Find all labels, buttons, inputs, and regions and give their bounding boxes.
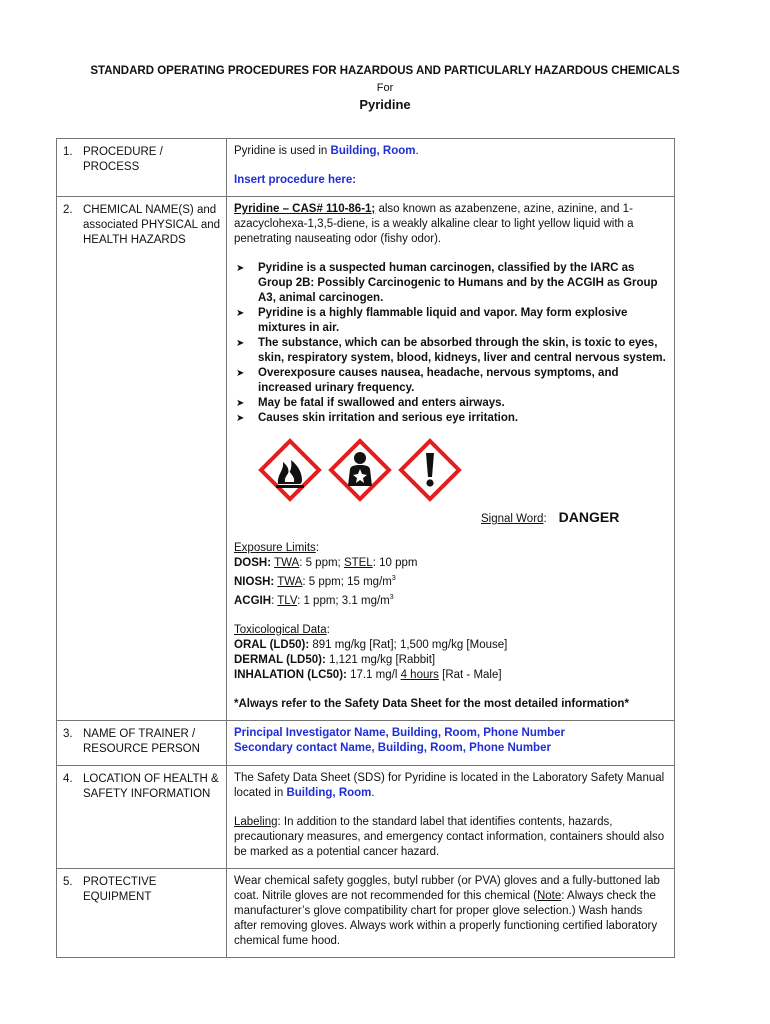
list-item: ➤ Pyridine is a highly flammable liquid and vapor. May form explosive mixtures in air. — [236, 307, 628, 334]
inhalation-lc50: INHALATION (LC50): 17.1 mg/l 4 hours [Rat - Male] — [234, 668, 502, 681]
document-title: STANDARD OPERATING PROCEDURES FOR HAZARDOUS AND PARTICULARLY HAZARDOUS CHEMICALS — [90, 65, 680, 77]
row-number: 1. — [63, 146, 73, 158]
table-row — [57, 139, 675, 197]
toxicology-heading: Toxicological Data — [234, 623, 327, 636]
signal-word-label: Signal Word — [481, 513, 544, 525]
list-item: ➤ May be fatal if swallowed and enters airways. — [236, 397, 505, 409]
procedure-usage: Pyridine is used in Building, Room. — [234, 145, 419, 157]
location-label-cell — [57, 765, 227, 868]
list-item: ➤ Causes skin irritation and serious eye irritation. — [236, 412, 519, 424]
arrow-bullet-icon: ➤ — [236, 308, 245, 319]
row-label: PROCEDURE / PROCESS — [83, 146, 163, 173]
oral-ld50: ORAL (LD50): 891 mg/kg [Rat]; 1,500 mg/kg [Mouse] — [234, 638, 508, 651]
row-label: PROTECTIVE EQUIPMENT — [83, 875, 157, 903]
hazard-list — [234, 261, 666, 426]
row-label: NAME OF TRAINER / RESOURCE PERSON — [83, 727, 200, 755]
ghs-pictograms — [258, 438, 666, 502]
row-number: 4. — [63, 772, 73, 785]
toxicological-data: Toxicological Data: ORAL (LD50): 891 mg/kg [Rat]; 1,500 mg/kg [Mouse] DERMAL (LD50): 1,121 mg/kg [Rabbit] INHALATION (LC50): 17.1 mg/l 4 hours [Rat - Male] — [234, 623, 666, 683]
ppe-content-cell — [227, 868, 675, 957]
signal-word-row: Signal Word : DANGER — [481, 509, 620, 525]
list-item: ➤ Pyridine is a suspected human carcinogen, classified by the IARC as Group 2B: Possibly Carcinogenic to Humans and by the ACGIH as Group A3, animal carcinogen. — [236, 262, 658, 304]
chemical-label-cell — [57, 197, 227, 721]
labeling-info: Labeling: In addition to the standard label that identifies contents, hazards, precautionary measures, and emergency contact information, containers should also be marked as a potential cancer hazard. — [234, 815, 665, 858]
arrow-bullet-icon: ➤ — [236, 413, 245, 424]
health-hazard-pictogram-icon — [328, 438, 392, 502]
sds-reference-note: *Always refer to the Safety Data Sheet for the most detailed information* — [234, 697, 629, 710]
procedure-label-cell — [57, 139, 227, 197]
arrow-bullet-icon: ➤ — [236, 398, 245, 409]
for-label: For — [376, 82, 394, 94]
secondary-contact: Secondary contact Name, Building, Room, Phone Number — [234, 741, 551, 754]
ppe-text: Wear chemical safety goggles, butyl rubber (or PVA) gloves and a fully-buttoned lab coat. Nitrile gloves are not recommended for this chemical (Note: Always check the manufacturer’s glove compatibility chart for proper glove selection.) Wash hands after removing gloves. Always work within a properly functioning certified laboratory chemical fume hood. — [234, 874, 660, 947]
trainer-label-cell — [57, 720, 227, 765]
dermal-ld50: DERMAL (LD50): 1,121 mg/kg [Rabbit] — [234, 653, 436, 666]
row-label: LOCATION OF HEALTH & SAFETY INFORMATION — [83, 772, 219, 800]
table-row — [57, 197, 675, 721]
arrow-bullet-icon: ➤ — [236, 338, 245, 349]
exposure-limits: Exposure Limits: DOSH: TWA: 5 ppm; STEL: 10 ppm NIOSH: TWA: 5 ppm; 15 $mg/m^3$ ACGIH: TLV: 1 ppm; 3.1 $mg/m^3$ — [234, 541, 666, 609]
chemical-content-cell — [227, 197, 675, 721]
row-number: 2. — [63, 204, 73, 216]
insert-procedure-prompt: Insert procedure here: — [234, 174, 357, 186]
table-row — [57, 720, 675, 765]
document-header — [0, 64, 770, 114]
row-label: CHEMICAL NAME(S) and associated PHYSICAL and HEALTH HAZARDS — [83, 204, 221, 246]
chemical-name-heading: Pyridine — [359, 97, 411, 112]
cas-number: Pyridine – CAS# 110-86-1; — [234, 203, 376, 215]
dosh-limits: DOSH: TWA: 5 ppm; STEL: 10 ppm — [234, 557, 418, 569]
trainer-content-cell — [227, 720, 675, 765]
row-number: 3. — [63, 727, 73, 740]
row-number: 5. — [63, 875, 73, 888]
sds-location: The Safety Data Sheet (SDS) for Pyridine is located in the Laboratory Safety Manual located in Building, Room. — [234, 771, 665, 799]
arrow-bullet-icon: ➤ — [236, 368, 245, 379]
ppe-label-cell — [57, 868, 227, 957]
sop-table — [56, 138, 675, 958]
niosh-limits: NIOSH: TWA: 5 ppm; 15 $mg/m^3$ — [234, 575, 396, 588]
signal-word-value: DANGER — [558, 509, 620, 525]
chemical-description: Pyridine – CAS# 110-86-1; also known as azabenzene, azine, azinine, and 1-azacyclohexa-1,3,5-diene, is a weakly alkaline clear to light yellow liquid with a penetrating nauseating odor (fishy odor). — [234, 203, 634, 245]
usage-location: Building, Room — [330, 145, 416, 157]
principal-investigator: Principal Investigator Name, Building, Room, Phone Number — [234, 726, 565, 739]
location-content-cell — [227, 765, 675, 868]
list-item: ➤ Overexposure causes nausea, headache, nervous symptoms, and increased urinary frequency. — [236, 367, 619, 394]
flame-pictogram-icon — [258, 438, 322, 502]
sds-building-room: Building, Room — [286, 786, 372, 799]
list-item: ➤ The substance, which can be absorbed through the skin, is toxic to eyes, skin, respiratory system, blood, kidneys, liver and central nervous system. — [236, 337, 666, 364]
table-row — [57, 765, 675, 868]
procedure-content-cell — [227, 139, 675, 197]
exposure-heading: Exposure Limits — [234, 542, 316, 554]
arrow-bullet-icon: ➤ — [236, 263, 245, 274]
acgih-limits: ACGIH: TLV: 1 ppm; 3.1 $mg/m^3$ — [234, 593, 394, 607]
table-row — [57, 868, 675, 957]
exclamation-pictogram-icon — [398, 438, 462, 502]
